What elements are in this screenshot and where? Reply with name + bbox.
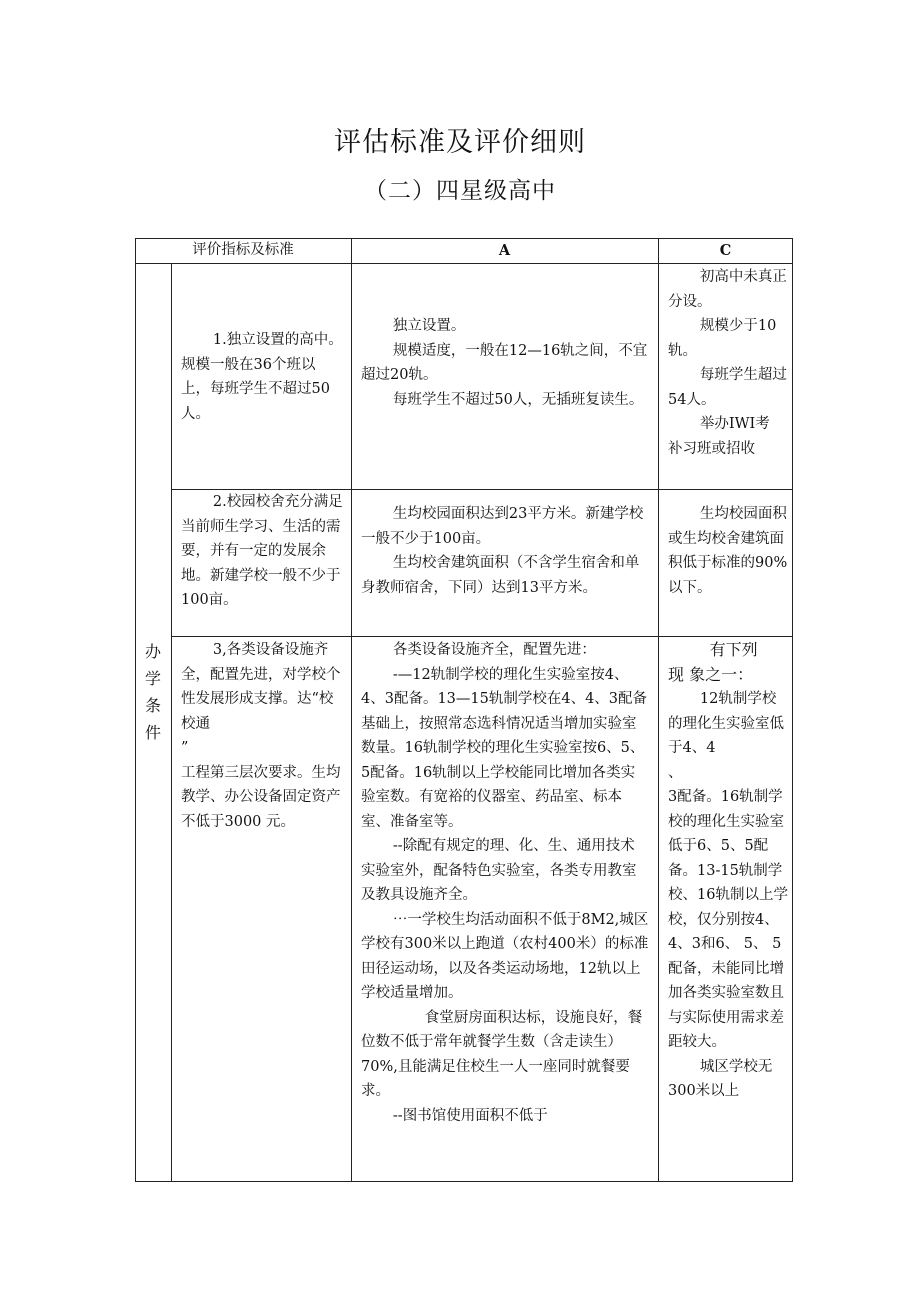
header-a: A xyxy=(498,242,511,259)
row2-criteria: 2.校园校舍充分满足当前师生学习、生活的需要，并有一定的发展余地。新建学校一般不少于100亩。 xyxy=(181,494,343,608)
category-label: 办 学 条 件 xyxy=(144,642,161,742)
row1-c: 初高中未真正分设。 规模少于10轨。 每班学生超过54人。 举办IWI考 补习班或招收 xyxy=(668,269,787,457)
row2-a: 生均校园面积达到23平方米。新建学校一般不少于100亩。 生均校舍建筑面积（不含学生宿舍和单身教师宿舍，下同）达到13平方米。 xyxy=(361,506,644,596)
row1-criteria: 1.独立设置的高中。规模一般在36个班以上，每班学生不超过50人。 xyxy=(181,332,343,422)
header-criteria: 评价指标及标准 xyxy=(192,242,294,258)
header-c: C xyxy=(719,242,732,259)
page-title: 评估标准及评价细则 xyxy=(334,127,586,158)
evaluation-table xyxy=(135,238,793,1182)
row3-a: 各类设备设施齐全，配置先进： -—12轨制学校的理化生实验室按4、4、3配备。13—15轨制学校在4、4、3配备基础上，按照常态选科情况适当增加实验室数量。16轨制学校的理化生实验室按6、5、5配备。16轨制以上学校能同比增加各类实验室数。有宽裕的仪器室、药品室、标本室、准备室等。 --除配有规定的理、化、生、通用技术实验室外，配备特色实验室，各类专用教室及教具设施齐全。 ⋯一学校生均活动面积不低于8M2,城区学校有300米以上跑道（农村400米）的标准田径运动场，以及各类运动场地，12轨以上学校适量增加。 食堂厨房面积达标，设施良好，餐位数不低于常年就餐学生数（含走读生）70%,且能满足住校生一人一座同时就餐要求。 --图书馆使用面积不低于 xyxy=(361,642,649,1124)
row3-criteria: 3,各类设备设施齐全，配置先进，对学校个性发展形成支撑。达“校校通 ” 工程第三层次要求。生均教学、办公设备固定资产不低于3000 元。 xyxy=(181,642,341,830)
row3-c: 有下列 现 象之一： 12轨制学校的理化生实验室低于4、4 、 3配备。16轨制学校的理化生实验室低于6、5、5配备。13-15轨制学校、16轨制以上学校，仅分别按4、4、3和6、 5、 5配备，未能同比增加各类实验室数且与实际使用需求差距较大。 城区学校无300米以上 xyxy=(668,640,788,1099)
row2-c: 生均校园面积或生均校舍建筑面积低于标准的90%以下。 xyxy=(668,506,788,596)
row1-a: 独立设置。 规模适度，一般在12—16轨之间，不宜超过20轨。 每班学生不超过50人，无插班复读生。 xyxy=(361,318,648,408)
page-subtitle: （二）四星级高中 xyxy=(364,178,556,204)
